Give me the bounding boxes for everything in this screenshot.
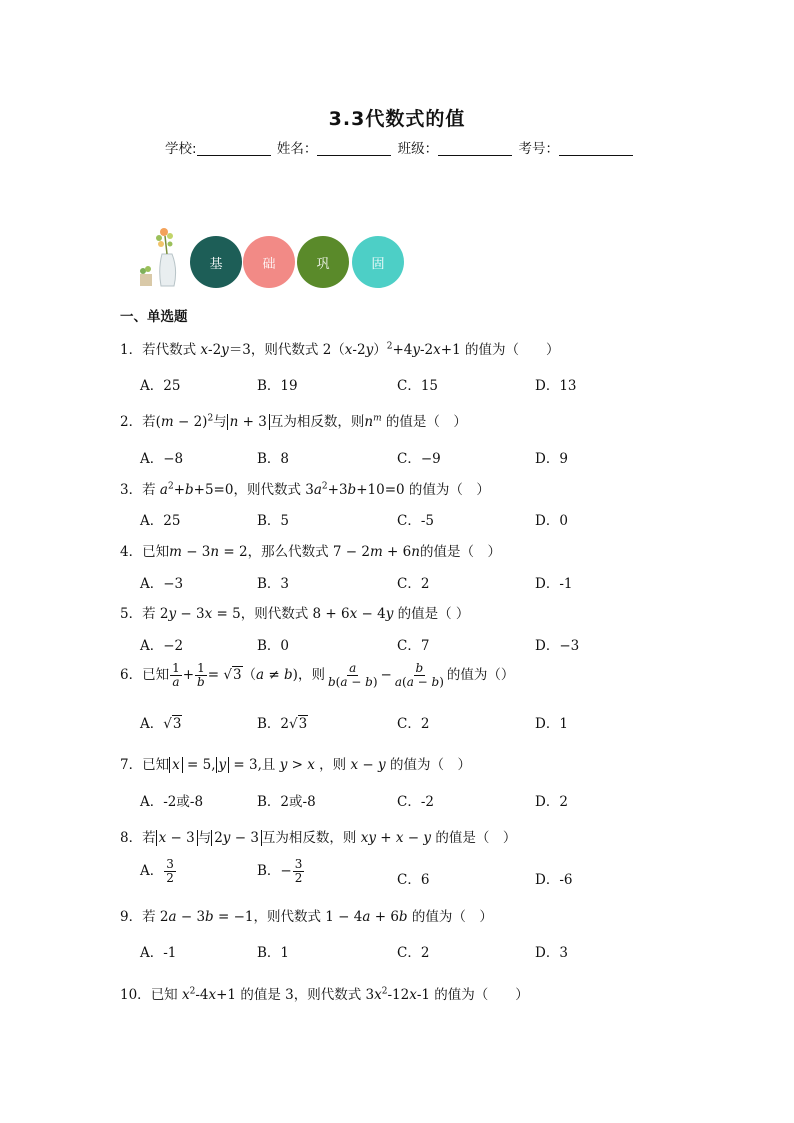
q5-option-a: A．−2 — [140, 638, 184, 654]
q8-option-b: B．− $\frac{3}{2}$ — [257, 857, 303, 885]
q9-option-d: D．3 — [535, 945, 568, 961]
q9-option-c: C．2 — [397, 945, 430, 961]
q6-option-d: D．1 — [535, 716, 568, 732]
q6-option-b: B．2√3 — [257, 716, 308, 732]
q1-option-d: D．13 — [535, 378, 577, 394]
badge-ji: 基 — [190, 236, 242, 288]
name-label: 姓名： — [276, 141, 318, 157]
q2-option-c: C．−9 — [397, 451, 441, 467]
name-blank — [317, 141, 391, 156]
q3-option-b: B．5 — [257, 513, 290, 529]
q5-option-b: B．0 — [257, 638, 290, 654]
q7-option-b: B．2或-8 — [257, 794, 316, 810]
q8-option-a: A． $\frac{3}{2}$ — [140, 857, 174, 885]
q4-option-b: B．3 — [257, 576, 290, 592]
q3-option-a: A．25 — [140, 513, 181, 529]
q5-option-d: D．−3 — [535, 638, 580, 654]
q6-option-c: C．2 — [397, 716, 430, 732]
q5-option-c: C．7 — [397, 638, 430, 654]
q4-option-d: D．-1 — [535, 576, 573, 592]
student-info-line — [165, 137, 635, 157]
question-8: 8．若 x − 3 与 2y − 3 互为相反数，则 xy + x − y 的值是（ ） — [120, 830, 517, 846]
question-1: 1．若代数式 x-2y＝3，则代数式 $2(x-2y)^2+4y-2x+1$ 的值为（ ） — [120, 341, 560, 358]
q2-option-d: D．9 — [535, 451, 568, 467]
q7-option-d: D．2 — [535, 794, 568, 810]
badge-gong: 巩 — [297, 236, 349, 288]
page-title: 3.3代数式的值 — [328, 108, 466, 130]
class-label: 班级： — [397, 141, 439, 157]
question-4: 4．已知m − 3n = 2，那么代数式 7 − 2m + 6n的值是（ ） — [120, 544, 501, 560]
question-5: 5．若 2y − 3x = 5，则代数式 8 + 6x − 4y 的值是（ ） — [120, 606, 470, 622]
question-9: 9．若 2a − 3b = −1，则代数式 1 − 4a + 6b 的值为（ ） — [120, 909, 493, 925]
question-3: 3．若 $a^2+b+5=0$，则代数式 $3a^2+3b+10=0$ 的值为（ ） — [120, 481, 490, 498]
q3-option-c: C．-5 — [397, 513, 434, 529]
section-heading: 一、单选题 — [120, 309, 188, 325]
q7-option-a: A．-2或-8 — [140, 794, 204, 810]
q2-option-a: A．−8 — [140, 451, 184, 467]
q7-option-c: C．-2 — [397, 794, 434, 810]
school-blank — [197, 141, 271, 156]
badge-chu: 础 — [243, 236, 295, 288]
question-2: 2．若$(m - 2)^2$与 n + 3 互为相反数，则$n^m$ 的值是（ ） — [120, 413, 467, 430]
id-label: 考号： — [518, 141, 559, 157]
q3-option-d: D．0 — [535, 513, 568, 529]
q4-option-a: A．−3 — [140, 576, 184, 592]
question-10: 10．已知 $x^2-4x+1$ 的值是 3，则代数式 $3x^2-12x-1$ 的值为（ ） — [120, 986, 529, 1003]
class-blank — [438, 141, 512, 156]
q4-option-c: C．2 — [397, 576, 430, 592]
q1-option-a: A．25 — [140, 378, 181, 394]
badge-gu: 固 — [352, 236, 404, 288]
school-label: 学校: — [165, 141, 197, 157]
question-7: 7．已知 x = 5, y = 3,且 y > x ，则 x − y 的值为（ ） — [120, 757, 471, 773]
q9-option-a: A．-1 — [140, 945, 177, 961]
question-6: 6．已知 $\frac{1}{a}$ + $\frac{1}{b}$ = √3（a ≠ b)，则 $\frac{a}{b(a - b)}$ − $\frac{b}{a(a - b)}$ 的值为（） — [120, 661, 515, 689]
q2-option-b: B．8 — [257, 451, 290, 467]
q1-option-c: C．15 — [397, 378, 439, 394]
q8-option-d: D．-6 — [535, 872, 573, 888]
q6-option-a: A．√3 — [140, 716, 182, 732]
q1-option-b: B．19 — [257, 378, 298, 394]
q9-option-b: B．1 — [257, 945, 290, 961]
id-blank — [559, 141, 633, 156]
q8-option-c: C．6 — [397, 872, 430, 888]
